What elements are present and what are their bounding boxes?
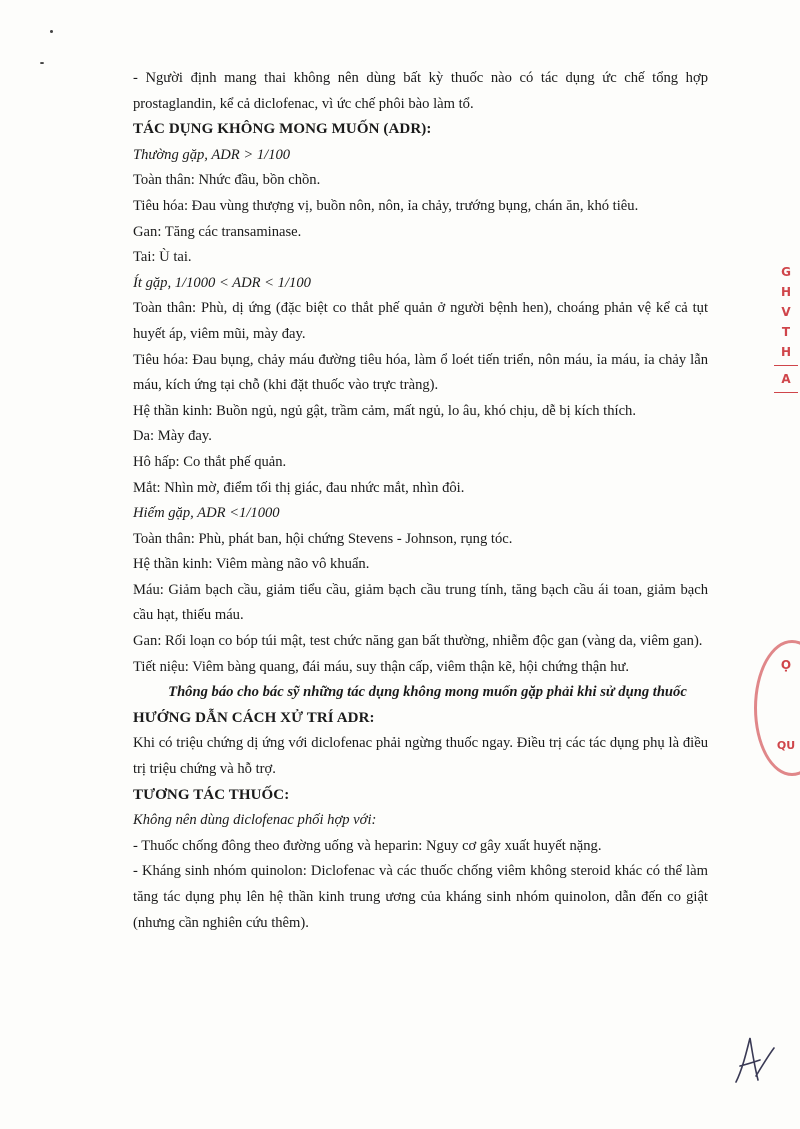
para-rare-nervous: Hệ thần kinh: Viêm màng não vô khuẩn. (133, 556, 370, 573)
stamp-edge-top (772, 262, 800, 396)
para-uncommon-eye: Mắt: Nhìn mờ, điểm tối thị giác, đau nhức mắt, nhìn đôi. (133, 479, 465, 496)
para-uncommon-systemic: Toàn thân: Phù, dị ứng (đặc biệt co thắt phế quản ở người bệnh hen), choáng phản vệ kể cả tụt huyết áp, viêm mũi, mày đay. (133, 300, 708, 342)
subheading-do-not-combine: Không nên dùng diclofenac phối hợp với: (133, 812, 377, 829)
document-body (133, 66, 708, 936)
stamp-char: V (781, 305, 791, 319)
para-common-digestive: Tiêu hóa: Đau vùng thượng vị, buồn nôn, nôn, ỉa chảy, trướng bụng, chán ăn, khó tiêu. (133, 197, 639, 214)
para-rare-systemic: Toàn thân: Phù, phát ban, hội chứng Stevens - Johnson, rụng tóc. (133, 530, 513, 547)
stamp-char: G (781, 265, 791, 279)
para-rare-blood: Máu: Giảm bạch cầu, giảm tiểu cầu, giảm bạch cầu trung tính, tăng bạch cầu ái toan, giảm bạch cầu hạt, thiếu máu. (133, 581, 708, 624)
heading-interactions: TƯƠNG TÁC THUỐC: (133, 786, 290, 803)
para-uncommon-skin: Da: Mày đay. (133, 428, 212, 445)
para-common-liver: Gan: Tăng các transaminase. (133, 223, 302, 240)
para-interaction-anticoagulant: - Thuốc chống đông theo đường uống và heparin: Nguy cơ gây xuất huyết nặng. (133, 837, 602, 854)
para-common-systemic: Toàn thân: Nhức đầu, bồn chồn. (133, 172, 321, 189)
para-rare-urinary: Tiết niệu: Viêm bàng quang, đái máu, suy thận cấp, viêm thận kẽ, hội chứng thận hư. (133, 658, 630, 675)
signature-mark (728, 1030, 778, 1090)
para-interaction-quinolone: - Kháng sinh nhóm quinolon: Diclofenac và các thuốc chống viêm không steroid khác có thể làm tăng tác dụng phụ lên hệ thần kinh trung ương của kháng sinh nhóm quinolon, dẫn đến co giật (nhưng cần nghiên cứu thêm). (133, 863, 708, 931)
stamp-char: Ọ (780, 658, 792, 672)
subheading-uncommon: Ít gặp, 1/1000 < ADR < 1/100 (133, 274, 311, 291)
stamp-char: A (781, 372, 791, 386)
heading-adr-management: HƯỚNG DẪN CÁCH XỬ TRÍ ADR: (133, 709, 375, 726)
para-pregnancy-warning: - Người định mang thai không nên dùng bất kỳ thuốc nào có tác dụng ức chế tổng hợp prostaglandin, kể cả diclofenac, vì ức chế phôi bào làm tổ. (133, 70, 708, 112)
subheading-rare: Hiếm gặp, ADR <1/1000 (133, 505, 280, 522)
stamp-edge-bottom (772, 655, 800, 756)
para-uncommon-respiratory: Hô hấp: Co thắt phế quản. (133, 453, 287, 470)
heading-adr: TÁC DỤNG KHÔNG MONG MUỐN (ADR): (133, 121, 432, 138)
stamp-char: QU (776, 739, 796, 752)
para-uncommon-digestive: Tiêu hóa: Đau bụng, chảy máu đường tiêu hóa, làm ổ loét tiến triển, nôn máu, ỉa máu, ỉa chảy lẫn máu, kích ứng tại chỗ (khi đặt thuốc vào trực tràng). (133, 351, 708, 394)
scan-speck (50, 30, 53, 33)
subheading-common: Thường gặp, ADR > 1/100 (133, 146, 291, 163)
scan-speck (40, 62, 44, 64)
para-uncommon-nervous: Hệ thần kinh: Buồn ngủ, ngủ gật, trầm cảm, mất ngủ, lo âu, khó chịu, dễ bị kích thích. (133, 402, 636, 419)
stamp-rule (774, 392, 798, 393)
notice-report-to-doctor: Thông báo cho bác sỹ những tác dụng không mong muốn gặp phải khi sử dụng thuốc (168, 684, 687, 701)
stamp-char: T (781, 325, 791, 339)
stamp-char: H (780, 285, 792, 299)
para-rare-liver: Gan: Rối loạn co bóp túi mật, test chức năng gan bất thường, nhiễm độc gan (vàng da, viêm gan). (133, 633, 703, 650)
stamp-rule (774, 365, 798, 366)
para-adr-management: Khi có triệu chứng dị ứng với diclofenac phải ngừng thuốc ngay. Điều trị các tác dụng phụ là điều trị triệu chứng và hỗ trợ. (133, 735, 708, 778)
stamp-char: H (780, 345, 792, 359)
para-common-ear: Tai: Ù tai. (133, 249, 192, 266)
